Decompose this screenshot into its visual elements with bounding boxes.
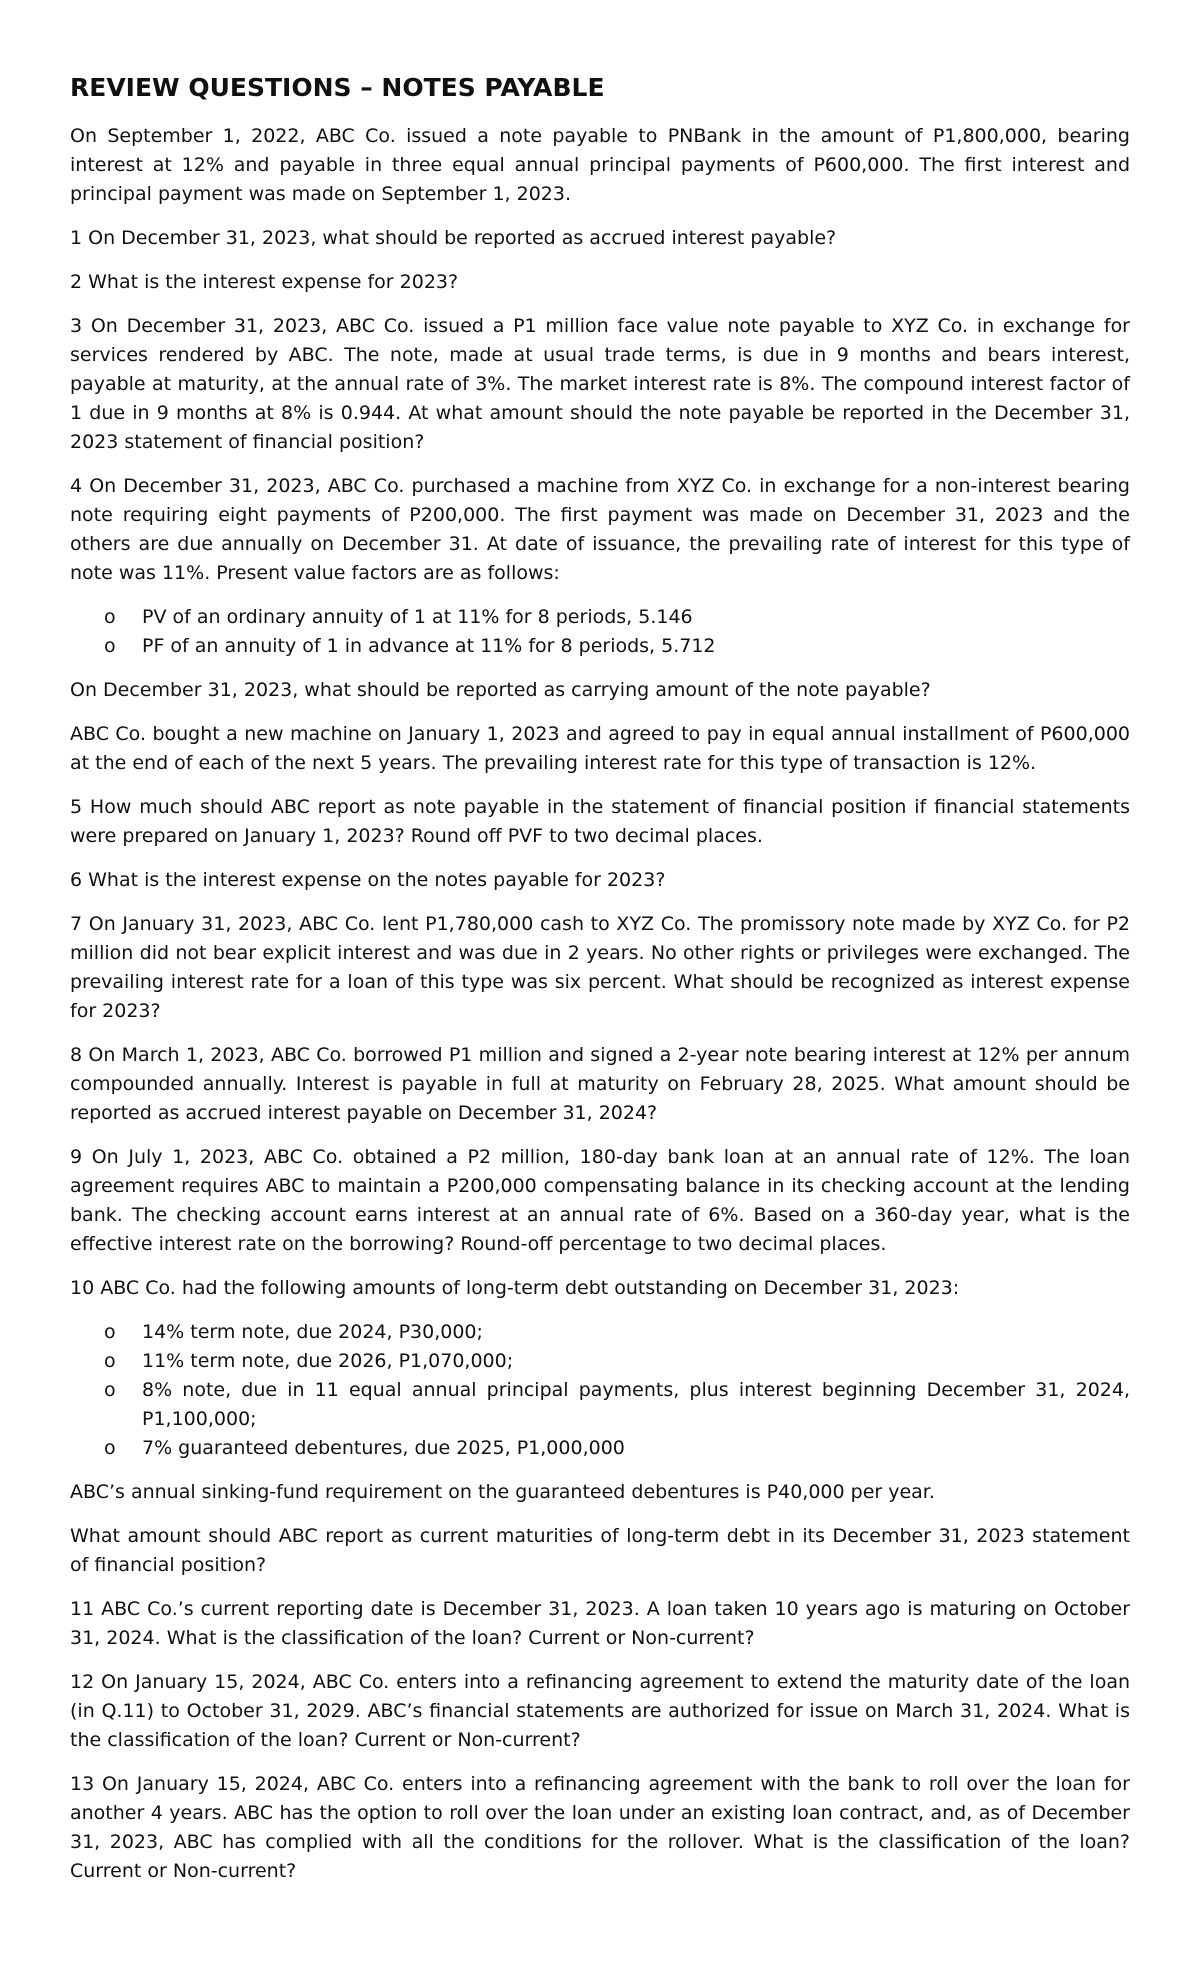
question-12: 12 On January 15, 2024, ABC Co. enters into a refinancing agreement to extend the maturity date of the loan (in Q.11) to October 31, 2029. ABC’s financial statements are authorized for issue on March 31, 2024. What is the classification of the loan? Current or Non-current?	[70, 1671, 1130, 1751]
question-8: 8 On March 1, 2023, ABC Co. borrowed P1 million and signed a 2-year note bearing interest at 12% per annum compounded annually. Interest is payable in full at maturity on February 28, 2025. What amount should be reported as accrued interest payable on December 31, 2024?	[70, 1044, 1130, 1124]
question-6: 6 What is the interest expense on the notes payable for 2023?	[70, 869, 666, 891]
machine-intro-paragraph: ABC Co. bought a new machine on January 1, 2023 and agreed to pay in equal annual installment of P600,000 at the end of each of the next 5 years. The prevailing interest rate for this type of transaction is 12%.	[70, 723, 1130, 774]
long-term-debt-list	[70, 1318, 1130, 1463]
list-item	[70, 1376, 1130, 1434]
intro-paragraph: On September 1, 2022, ABC Co. issued a note payable to PNBank in the amount of P1,800,000, bearing interest at 12% and payable in three equal annual principal payments of P600,000. The first interest and principal payment was made on September 1, 2023.	[70, 125, 1130, 205]
list-item	[70, 632, 1130, 661]
question-10-prompt: What amount should ABC report as current maturities of long-term debt in its December 31, 2023 statement of financial position?	[70, 1525, 1130, 1576]
list-item-text: PF of an annuity of 1 in advance at 11% for 8 periods, 5.712	[142, 635, 716, 657]
question-11: 11 ABC Co.’s current reporting date is December 31, 2023. A loan taken 10 years ago is maturing on October 31, 2024. What is the classification of the loan? Current or Non-current?	[70, 1598, 1130, 1649]
present-value-factors-list	[70, 603, 1130, 661]
bullet-icon: o	[104, 1350, 116, 1372]
question-3: 3 On December 31, 2023, ABC Co. issued a P1 million face value note payable to XYZ Co. in exchange for services rendered by ABC. The note, made at usual trade terms, is due in 9 months and bears interest, payable at maturity, at the annual rate of 3%. The market interest rate is 8%. The compound interest factor of 1 due in 9 months at 8% is 0.944. At what amount should the note payable be reported in the December 31, 2023 statement of financial position?	[70, 315, 1130, 453]
list-item	[70, 1434, 1130, 1463]
question-1: 1 On December 31, 2023, what should be reported as accrued interest payable?	[70, 227, 837, 249]
sinking-fund-note: ABC’s annual sinking-fund requirement on the guaranteed debentures is P40,000 per year.	[70, 1481, 935, 1503]
list-item	[70, 1347, 1130, 1376]
question-5: 5 How much should ABC report as note payable in the statement of financial position if financial statements were prepared on January 1, 2023? Round off PVF to two decimal places.	[70, 796, 1130, 847]
question-9: 9 On July 1, 2023, ABC Co. obtained a P2 million, 180-day bank loan at an annual rate of 12%. The loan agreement requires ABC to maintain a P200,000 compensating balance in its checking account at the lending bank. The checking account earns interest at an annual rate of 6%. Based on a 360-day year, what is the effective interest rate on the borrowing? Round-off percentage to two decimal places.	[70, 1146, 1130, 1255]
bullet-icon: o	[104, 635, 116, 657]
question-7: 7 On January 31, 2023, ABC Co. lent P1,780,000 cash to XYZ Co. The promissory note made by XYZ Co. for P2 million did not bear explicit interest and was due in 2 years. No other rights or privileges were exchanged. The prevailing interest rate for a loan of this type was six percent. What should be recognized as interest expense for 2023?	[70, 913, 1130, 1022]
list-item-text: 8% note, due in 11 equal annual principal payments, plus interest beginning December 31, 2024, P1,100,000;	[142, 1379, 1130, 1430]
question-4: 4 On December 31, 2023, ABC Co. purchased a machine from XYZ Co. in exchange for a non-interest bearing note requiring eight payments of P200,000. The first payment was made on December 31, 2023 and the others are due annually on December 31. At date of issuance, the prevailing rate of interest for this type of note was 11%. Present value factors are as follows:	[70, 475, 1130, 584]
list-item-text: 7% guaranteed debentures, due 2025, P1,000,000	[142, 1437, 625, 1459]
list-item-text: 14% term note, due 2024, P30,000;	[142, 1321, 483, 1343]
list-item	[70, 1318, 1130, 1347]
page-title: REVIEW QUESTIONS – NOTES PAYABLE	[70, 73, 605, 102]
question-2: 2 What is the interest expense for 2023?	[70, 271, 459, 293]
list-item-text: 11% term note, due 2026, P1,070,000;	[142, 1350, 514, 1372]
bullet-icon: o	[104, 1379, 116, 1401]
question-4-prompt: On December 31, 2023, what should be reported as carrying amount of the note payable?	[70, 679, 931, 701]
bullet-icon: o	[104, 606, 116, 628]
list-item	[70, 603, 1130, 632]
bullet-icon: o	[104, 1437, 116, 1459]
question-13: 13 On January 15, 2024, ABC Co. enters into a refinancing agreement with the bank to roll over the loan for another 4 years. ABC has the option to roll over the loan under an existing loan contract, and, as of December 31, 2023, ABC has complied with all the conditions for the rollover. What is the classification of the loan? Current or Non-current?	[70, 1773, 1130, 1882]
question-10: 10 ABC Co. had the following amounts of long-term debt outstanding on December 31, 2023:	[70, 1277, 960, 1299]
bullet-icon: o	[104, 1321, 116, 1343]
list-item-text: PV of an ordinary annuity of 1 at 11% for 8 periods, 5.146	[142, 606, 693, 628]
